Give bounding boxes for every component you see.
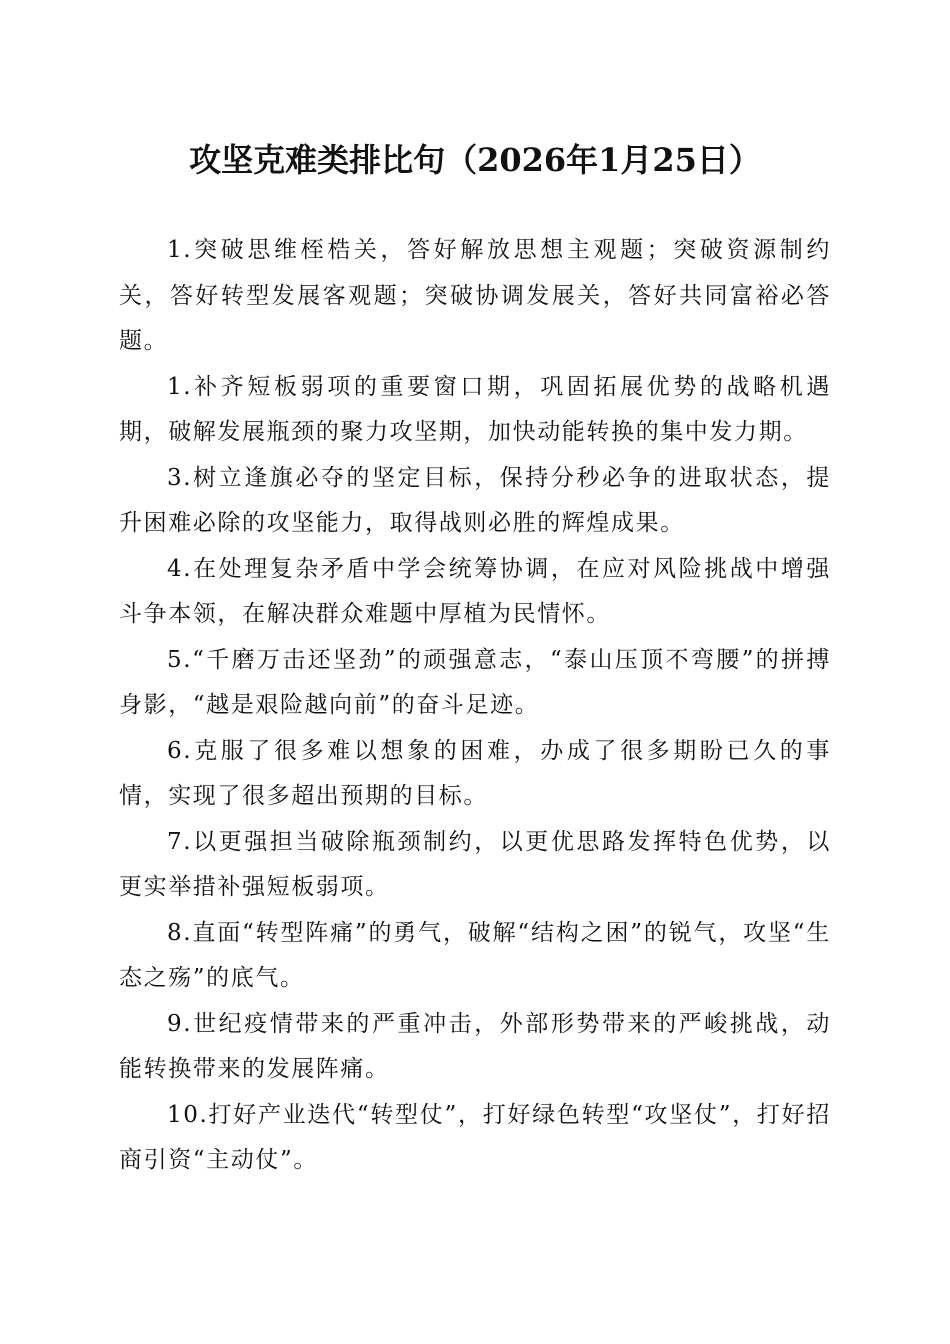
paragraph-7: 7.以更强担当破除瓶颈制约，以更优思路发挥特色优势，以更实举措补强短板弱项。 <box>119 828 831 900</box>
paragraph-1: 1.突破思维桎梏关，答好解放思想主观题；突破资源制约关，答好转型发展客观题；突破协调发展关，答好共同富裕必答题。 <box>119 237 831 354</box>
document-title: 攻坚克难类排比句（2026年1月25日） <box>189 141 761 179</box>
paragraph-6: 6.克服了很多难以想象的困难，办成了很多期盼已久的事情，实现了很多超出预期的目标。 <box>119 737 831 809</box>
paragraph-9: 9.世纪疫情带来的严重冲击，外部形势带来的严峻挑战，动能转换带来的发展阵痛。 <box>119 1010 831 1082</box>
paragraph-5: 5.“千磨万击还坚劲”的顽强意志，“泰山压顶不弯腰”的拼搏身影，“越是艰险越向前”的奋斗足迹。 <box>119 646 831 718</box>
document-body <box>119 228 831 1184</box>
paragraph-2: 1.补齐短板弱项的重要窗口期，巩固拓展优势的战略机遇期，破解发展瓶颈的聚力攻坚期，加快动能转换的集中发力期。 <box>119 373 831 445</box>
paragraph-4: 4.在处理复杂矛盾中学会统筹协调，在应对风险挑战中增强斗争本领，在解决群众难题中厚植为民情怀。 <box>119 555 831 627</box>
paragraph-10: 10.打好产业迭代“转型仗”，打好绿色转型“攻坚仗”，打好招商引资“主动仗”。 <box>119 1101 831 1173</box>
paragraph-8: 8.直面“转型阵痛”的勇气，破解“结构之困”的锐气，攻坚“生态之殇”的底气。 <box>119 919 831 991</box>
paragraph-3: 3.树立逢旗必夺的坚定目标，保持分秒必争的进取状态，提升困难必除的攻坚能力，取得战则必胜的辉煌成果。 <box>119 464 831 536</box>
